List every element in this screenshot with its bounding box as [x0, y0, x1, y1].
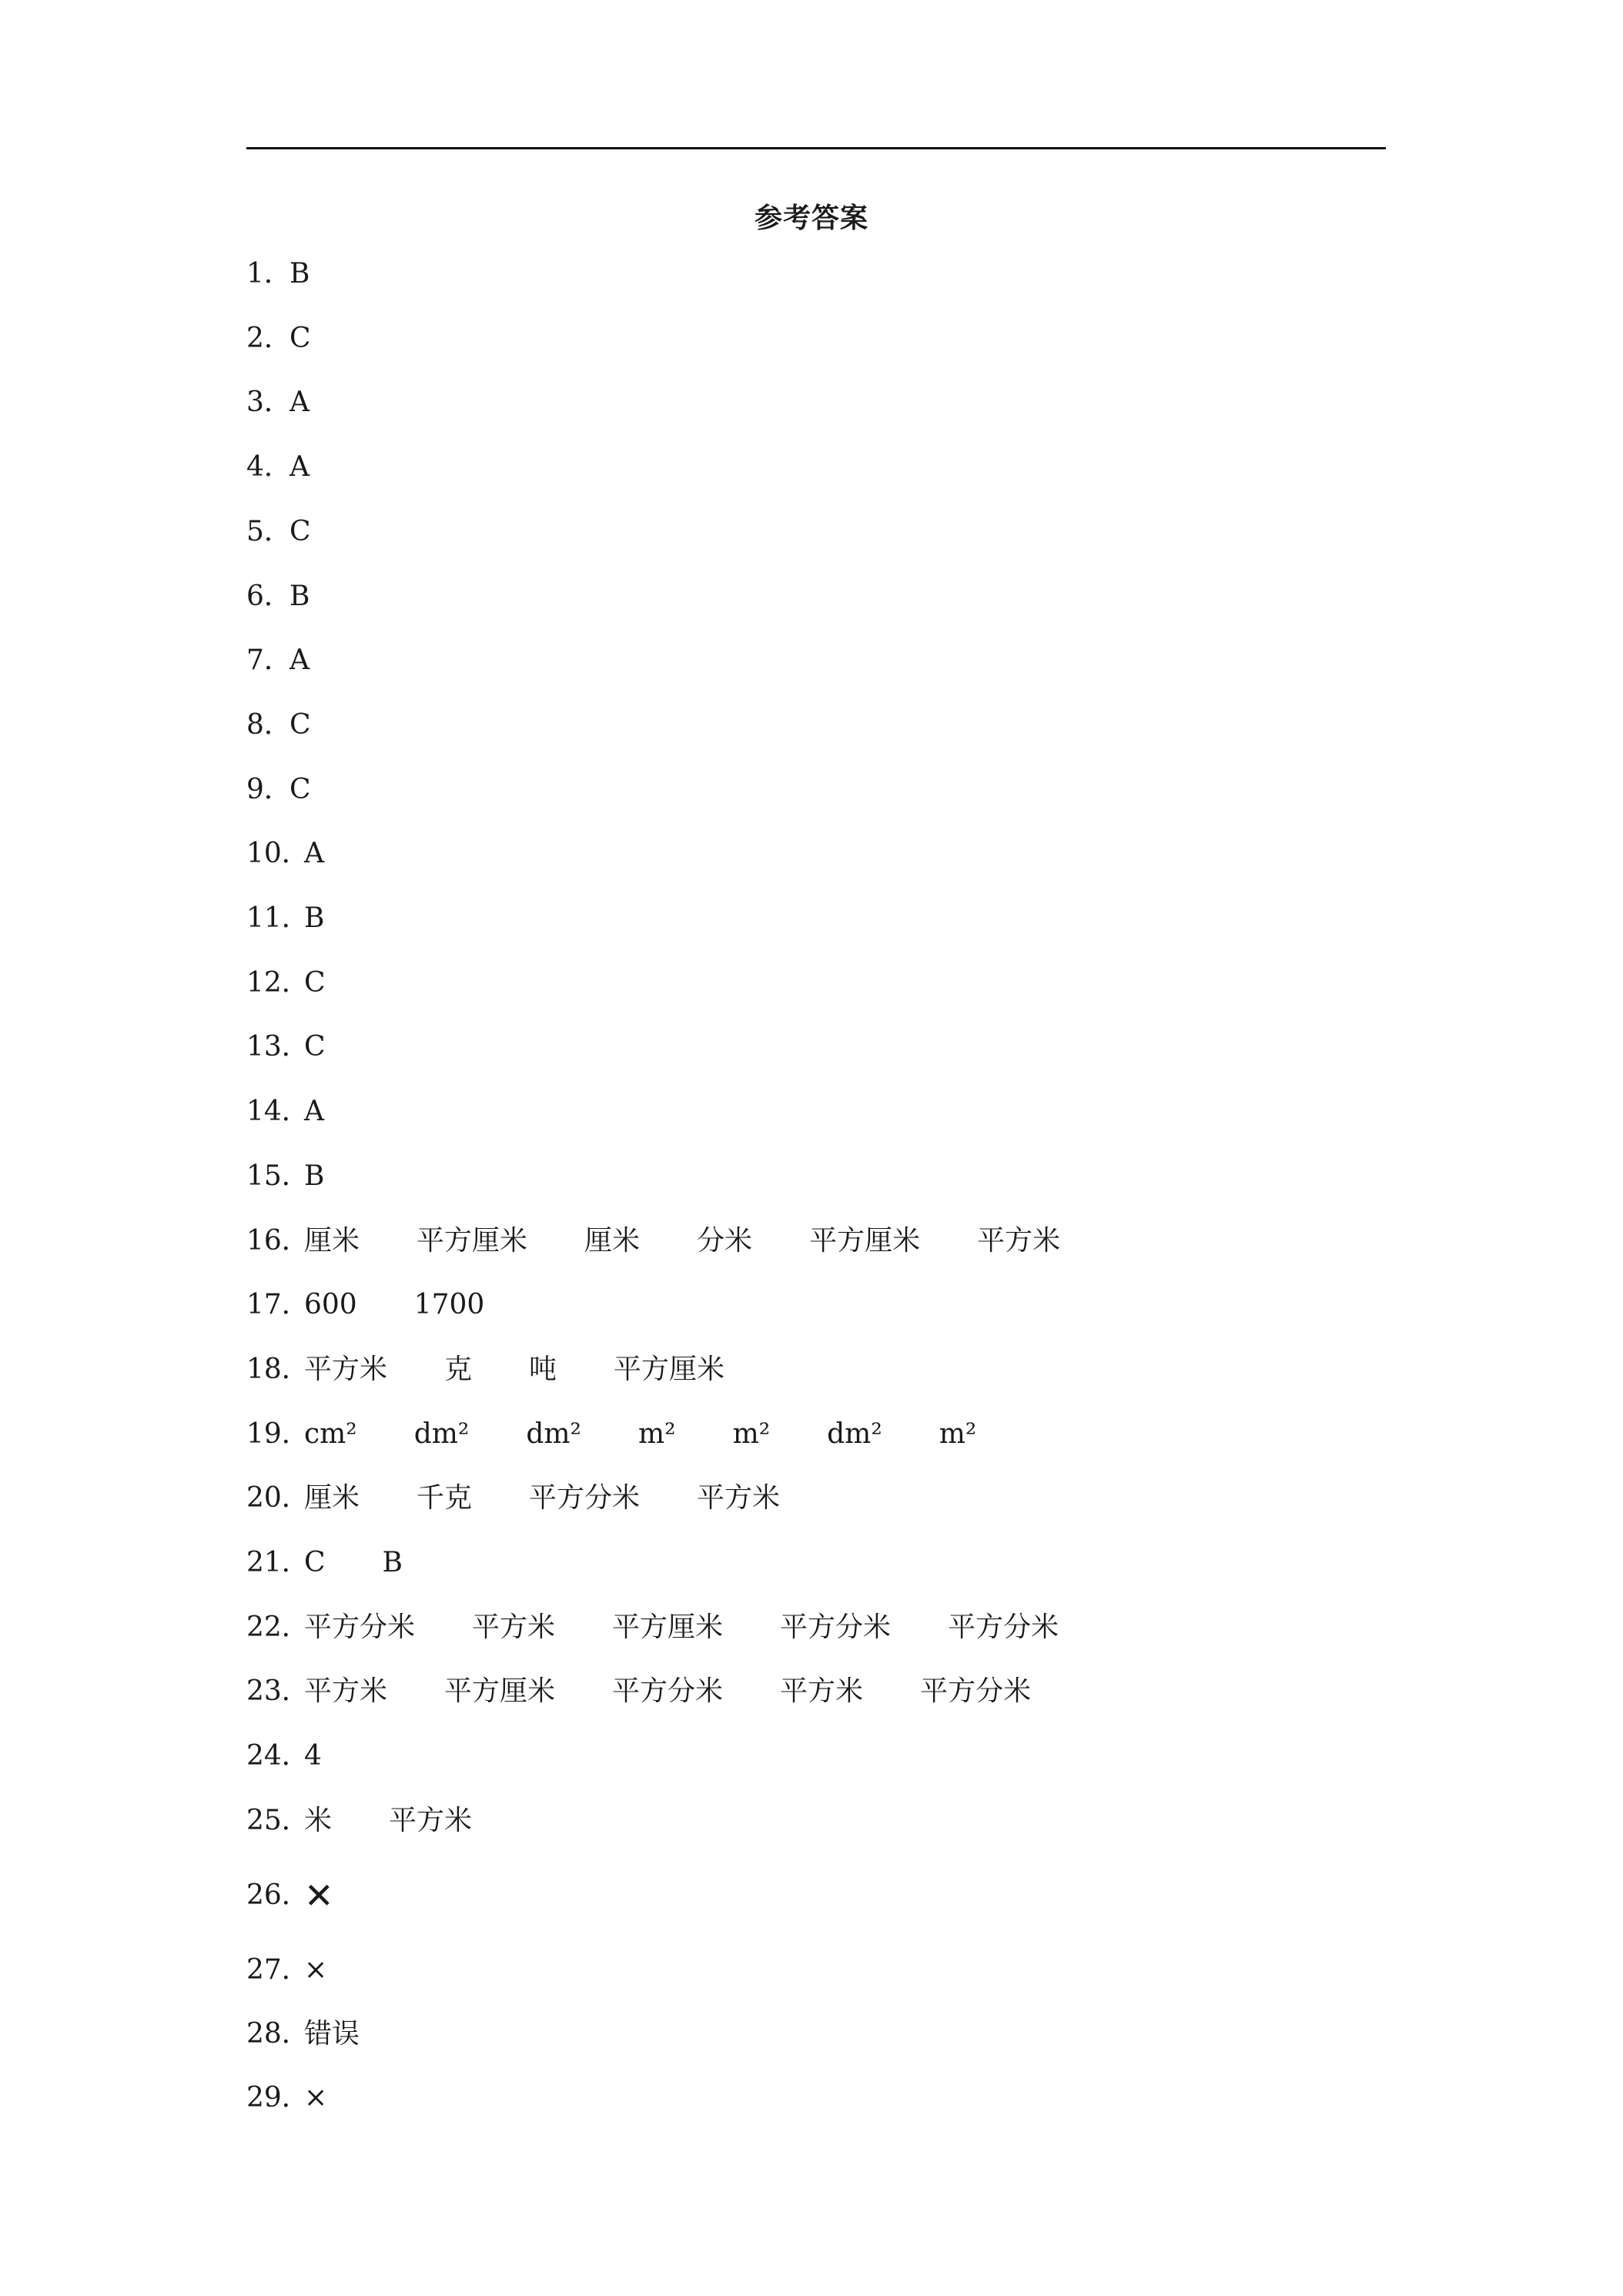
- answer-number: 19．: [246, 1417, 310, 1450]
- answer-row: [246, 1950, 327, 1990]
- answer-value: 平方分米: [612, 1675, 724, 1708]
- answer-value: 平方米: [780, 1675, 864, 1708]
- answer-number: 4．: [246, 451, 292, 484]
- answer-value: A: [304, 838, 324, 870]
- answer-value: 分米: [697, 1224, 753, 1257]
- answer-number: 5．: [246, 515, 292, 547]
- answer-number: 24．: [246, 1740, 310, 1772]
- answer-row: [246, 1543, 403, 1583]
- answer-value: A: [289, 644, 310, 677]
- answer-value: 平方分米: [304, 1611, 416, 1643]
- answer-row: [246, 254, 310, 294]
- answer-row: [246, 1092, 324, 1132]
- answer-row: [246, 963, 326, 1003]
- answer-row: [246, 383, 310, 423]
- answer-value: 平方厘米: [614, 1353, 725, 1385]
- answer-value: 平方米: [472, 1611, 556, 1643]
- answer-value: A: [304, 1096, 324, 1128]
- answer-value: B: [304, 1160, 325, 1192]
- answer-number: 25．: [246, 1804, 310, 1836]
- answer-value: 平方分米: [920, 1675, 1032, 1708]
- answer-row: [246, 1285, 484, 1325]
- answer-number: 8．: [246, 708, 292, 741]
- answer-row: [246, 834, 324, 874]
- answer-row: [246, 1350, 724, 1390]
- answer-value: m²: [939, 1417, 977, 1450]
- answer-value: C: [289, 322, 311, 354]
- answer-number: 26．: [246, 1879, 310, 1911]
- answer-number: 13．: [246, 1031, 310, 1063]
- answer-row: [246, 1876, 334, 1916]
- answer-number: 9．: [246, 773, 292, 805]
- answer-number: 28．: [246, 2017, 310, 2050]
- answer-row: [246, 1027, 326, 1067]
- answer-number: 22．: [246, 1611, 310, 1643]
- answer-value: A: [289, 387, 310, 419]
- answer-value: dm²: [526, 1417, 581, 1450]
- answer-row: [246, 899, 324, 939]
- answer-number: 18．: [246, 1353, 310, 1385]
- answer-value: 平方分米: [529, 1482, 641, 1514]
- answer-value: 千克: [417, 1482, 473, 1514]
- answer-value: 平方米: [389, 1804, 473, 1836]
- answer-value: 1700: [413, 1289, 485, 1321]
- answer-value: 厘米: [304, 1482, 360, 1514]
- answer-number: 3．: [246, 387, 292, 419]
- answer-value: 平方米: [977, 1224, 1061, 1257]
- answer-value: 平方厘米: [612, 1611, 724, 1643]
- answer-value: 平方米: [697, 1482, 781, 1514]
- answer-value: cm²: [304, 1417, 357, 1450]
- answer-number: 2．: [246, 322, 292, 354]
- answer-row: [246, 1801, 472, 1841]
- answer-number: 23．: [246, 1675, 310, 1708]
- answer-value: 4: [304, 1740, 322, 1772]
- answer-value: C: [304, 1547, 326, 1578]
- answer-value: 米: [304, 1804, 333, 1836]
- answer-row: [246, 577, 310, 617]
- answer-value: 错误: [304, 2017, 360, 2050]
- answer-row: [246, 1608, 1059, 1648]
- answer-value: m²: [637, 1417, 676, 1450]
- answer-value: 平方厘米: [809, 1224, 921, 1257]
- answer-number: 7．: [246, 644, 292, 677]
- answer-row: [246, 641, 310, 681]
- answer-number: 10．: [246, 838, 310, 870]
- answer-value: C: [289, 773, 311, 805]
- answer-number: 27．: [246, 1953, 310, 1986]
- answer-value: 平方厘米: [444, 1675, 556, 1708]
- answer-row: [246, 1672, 1031, 1712]
- answer-number: 15．: [246, 1160, 310, 1192]
- answer-value: 平方分米: [948, 1611, 1059, 1643]
- answer-row: [246, 1736, 322, 1776]
- answer-value: ×: [304, 2081, 328, 2114]
- answer-value: C: [289, 708, 311, 741]
- answer-value: 平方米: [304, 1353, 388, 1385]
- answer-value: B: [382, 1547, 403, 1578]
- answer-number: 12．: [246, 966, 310, 999]
- answer-value: A: [289, 451, 310, 484]
- answer-value: B: [289, 258, 310, 290]
- answer-row: [246, 2014, 360, 2054]
- answer-value: B: [304, 902, 325, 934]
- answer-row: [246, 319, 311, 359]
- answer-number: 17．: [246, 1289, 310, 1321]
- answer-value: 厘米: [584, 1224, 641, 1257]
- answer-number: 11．: [246, 902, 310, 934]
- answer-value: 克: [444, 1353, 473, 1385]
- answer-row: [246, 1156, 324, 1197]
- page-title: 参考答案: [754, 202, 868, 234]
- answer-number: 20．: [246, 1482, 310, 1514]
- answer-value: ×: [304, 1953, 328, 1986]
- answer-number: 14．: [246, 1096, 310, 1128]
- answer-value: dm²: [827, 1417, 882, 1450]
- answer-row: [246, 1221, 1060, 1261]
- answer-value: m²: [732, 1417, 771, 1450]
- answer-value: 600: [304, 1289, 357, 1321]
- answer-number: 21．: [246, 1547, 310, 1578]
- answer-row: [246, 512, 311, 552]
- answer-value: 吨: [529, 1353, 557, 1385]
- answer-number: 1．: [246, 258, 292, 290]
- answer-value: C: [289, 515, 311, 547]
- answer-row: [246, 770, 311, 810]
- answer-row: [246, 2078, 327, 2118]
- answer-number: 16．: [246, 1224, 310, 1257]
- answer-row: [246, 705, 311, 745]
- answer-number: 29．: [246, 2081, 310, 2114]
- answer-value: 厘米: [304, 1224, 360, 1257]
- answer-value: C: [304, 1031, 326, 1063]
- header-rule: [246, 147, 1386, 149]
- answer-value: C: [304, 966, 326, 999]
- answer-value: ✕: [304, 1874, 334, 1916]
- answer-row: [246, 1414, 976, 1454]
- answer-value: 平方厘米: [417, 1224, 528, 1257]
- answer-row: [246, 447, 310, 487]
- answer-value: 平方米: [304, 1675, 388, 1708]
- answer-row: [246, 1478, 780, 1518]
- answer-value: dm²: [413, 1417, 470, 1450]
- answer-value: 平方分米: [780, 1611, 892, 1643]
- answer-number: 6．: [246, 580, 292, 612]
- answer-value: B: [289, 580, 310, 612]
